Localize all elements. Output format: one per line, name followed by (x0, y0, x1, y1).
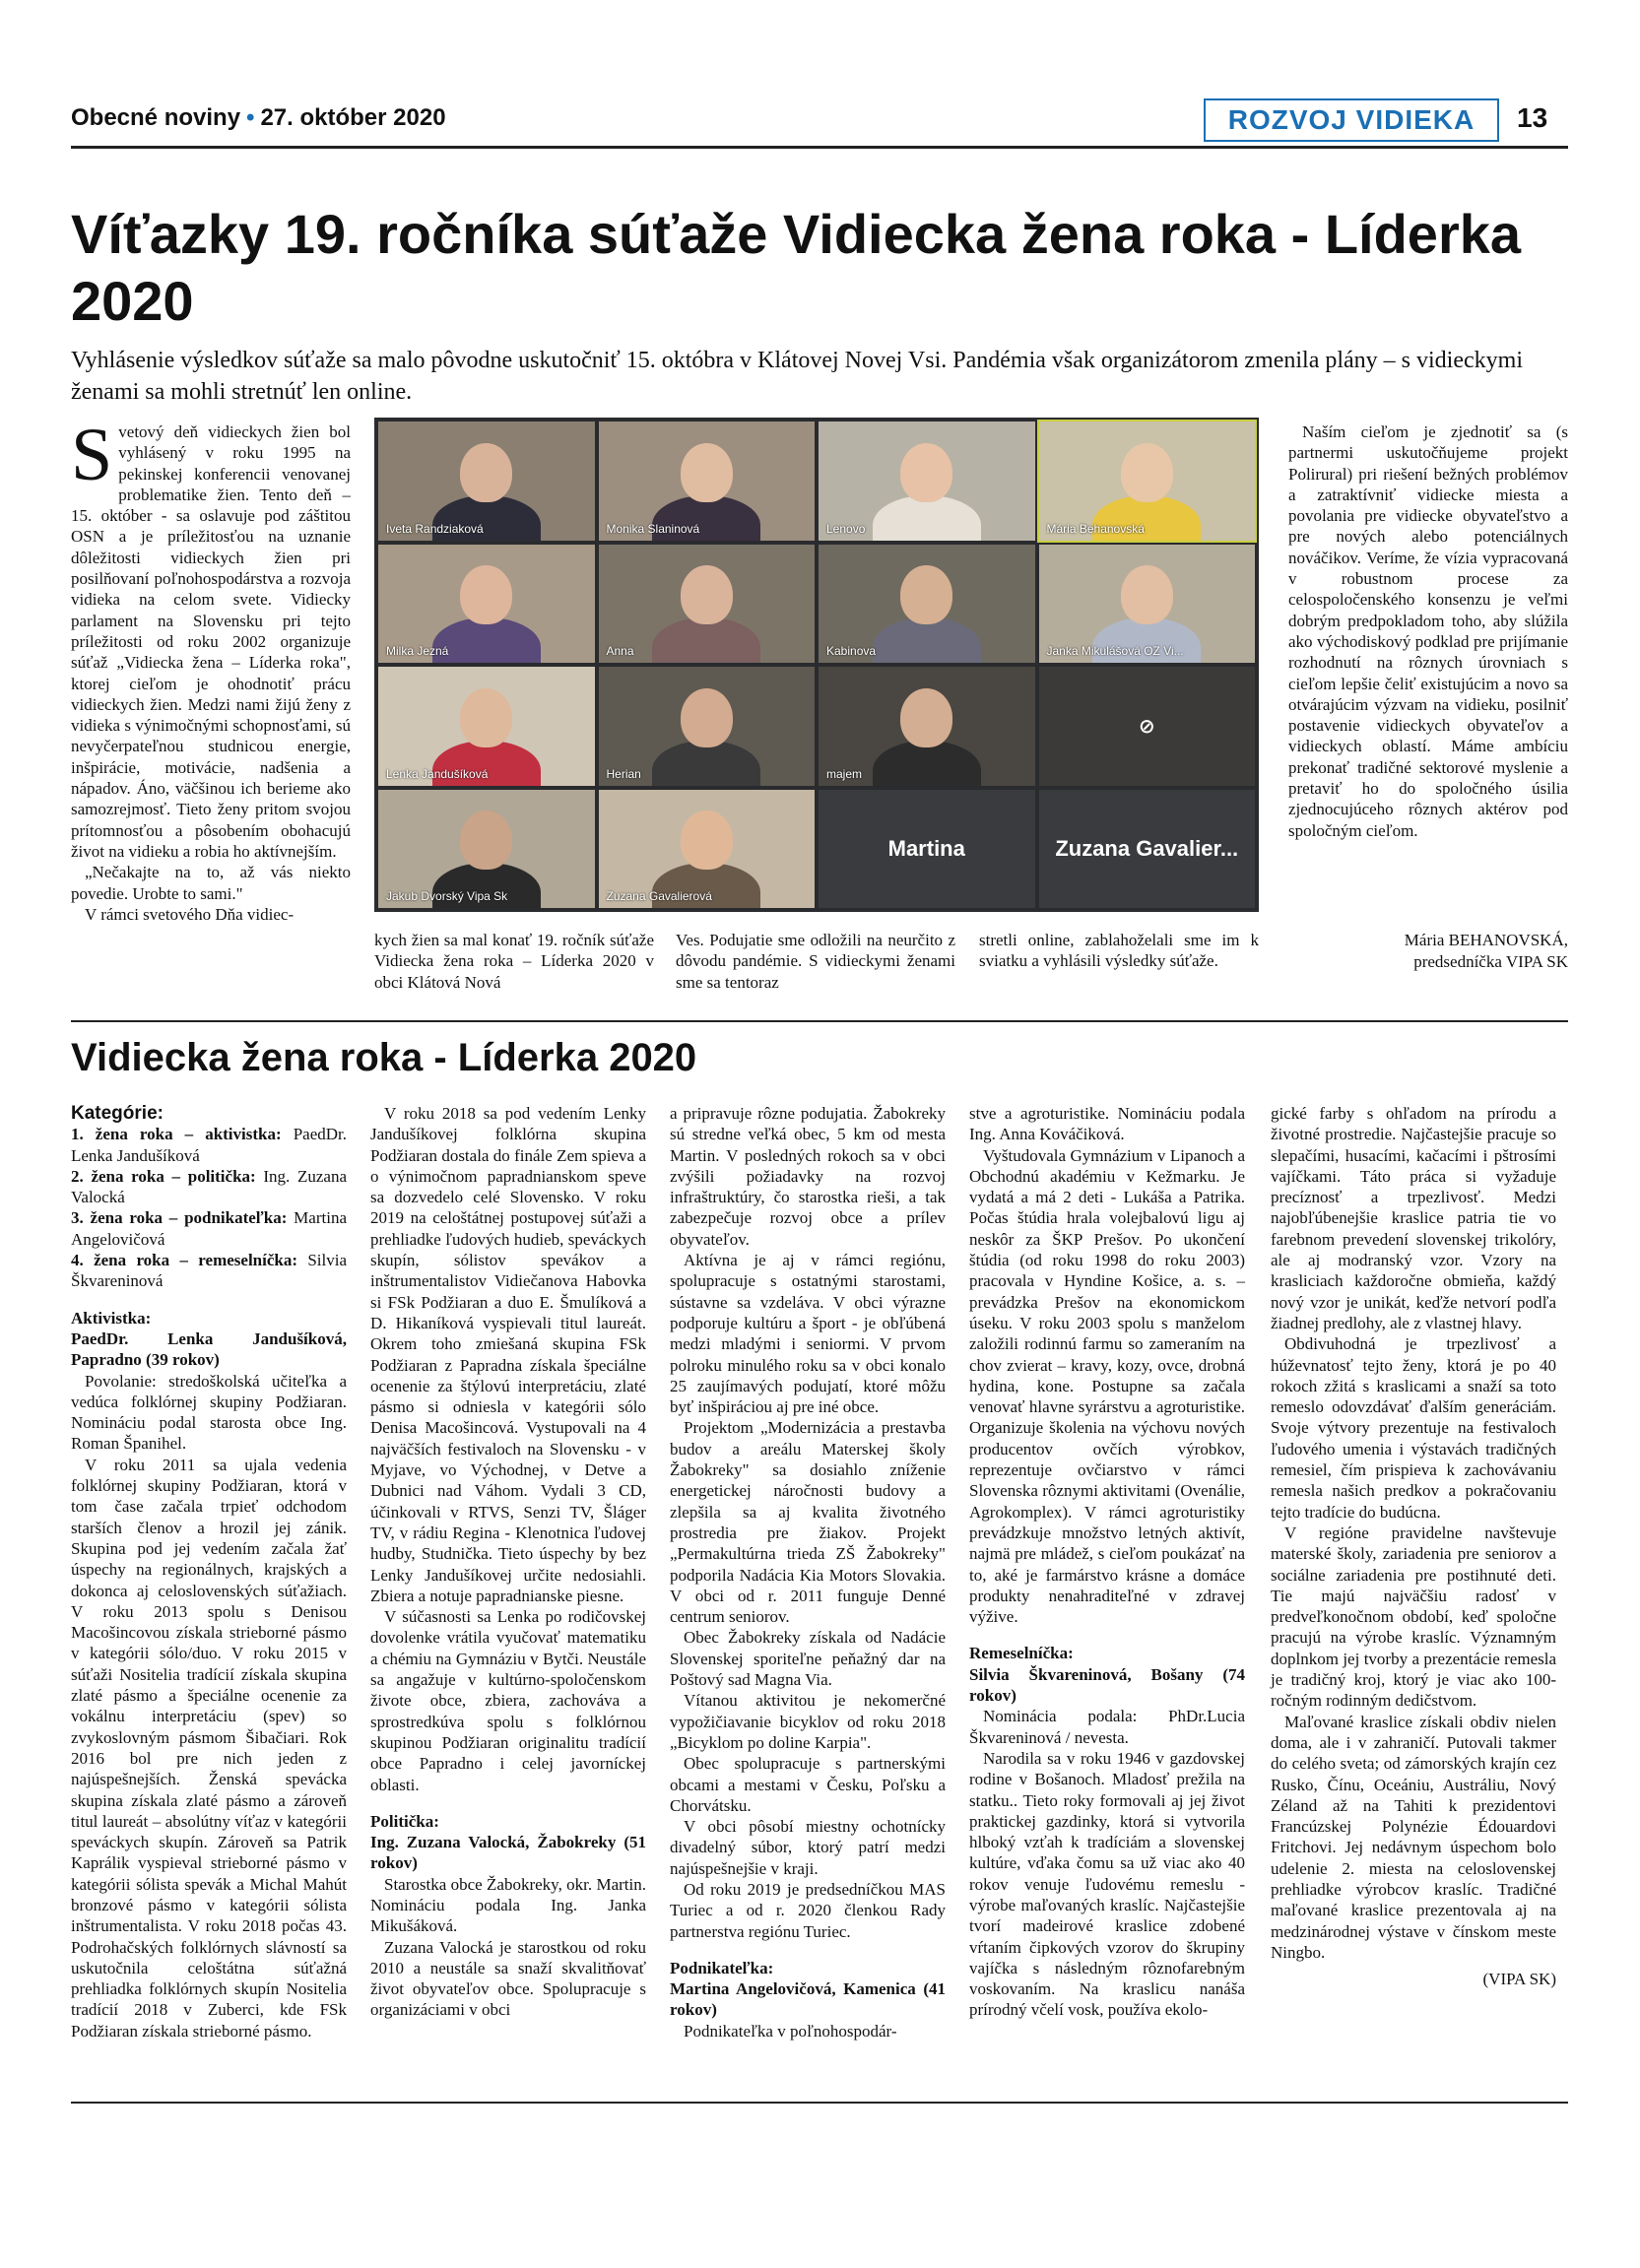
participant-name: Jakub Dvorský Vipa Sk (386, 889, 508, 903)
paragraph: Starostka obce Žabokreky, okr. Martin. Nomináciu podala Ing. Janka Mikušáková. (370, 1874, 646, 1936)
participant-name: Monika Slaninová (606, 521, 700, 536)
winner-name: Martina Angelovičová, Kamenica (41 rokov) (670, 1979, 946, 2020)
second-signature: (VIPA SK) (1482, 1970, 1556, 1989)
video-tile (1039, 545, 1256, 664)
video-tile (378, 790, 595, 909)
winner-name: Silvia Škvareninová, Bošany (74 rokov) (969, 1664, 1245, 1706)
signature-role: predsedníčka VIPA SK (1413, 952, 1568, 971)
participant-name: Iveta Randziaková (386, 521, 484, 536)
subhead: Politička: (370, 1811, 439, 1831)
subhead: Podnikateľka: (670, 1958, 774, 1977)
participant-name: majem (826, 766, 863, 781)
page-number: 13 (1517, 102, 1548, 133)
second-col-5 (1271, 1103, 1556, 1989)
below-photo-col-3: stretli online, zablahoželali sme im k sviatku a vyhlásili výsledky súťaže. (979, 931, 1259, 971)
header-rule (71, 146, 1568, 149)
category-item: 2. žena roka – politička: Ing. Zuzana Valocká (71, 1166, 347, 1207)
article-lead: Vyhlásenie výsledkov súťaže sa malo pôvodne uskutočniť 15. októbra v Klátovej Novej Vsi. Pandémia však organizátorom zmenila plány – s vidieckymi ženami sa mohli stretnúť len online. (71, 348, 1523, 405)
winner-name: PaedDr. Lenka Jandušíková, Papradno (39 rokov) (71, 1328, 347, 1370)
participant-name: Anna (606, 644, 634, 658)
paragraph: Narodila sa v roku 1946 v gazdovskej rodine v Bošanoch. Mladosť prežila na statku.. Tieto roky formovali aj jej život praktickej gazdinky, ktorá si vytvorila hlboký vzťah k tradíciám a slovenskej kultúre, vďaka čomu sa už viac ako 40 rokov venuje ľudovému remeslu - výrobe maľovaných kraslíc. Najčastejšie tvorí madeirové kraslice zdobené vŕtaním čipkových vzorov do škrupiny vajíčka s následným rôznofarebným voskovaním. Na kraslicu nanáša prírodný včelí vosk, používa ekolo- (969, 1748, 1245, 2020)
paragraph: Nominácia podala: PhDr.Lucia Škvareninová / nevesta. (969, 1707, 1245, 1747)
video-tile (819, 790, 1035, 909)
paragraph: Aktívna je aj v rámci regiónu, spolupracuje s ostatnými starostami, sústavne sa vzdeláva. V obci výrazne podporuje kultúru a šport - je obľúbená medzi mladými i seniormi. V prvom polroku minulého roku sa v obci konalo 25 zaujímavých podujatí, ktoré môžu byť inšpiráciou aj pre iné obce. (670, 1251, 946, 1417)
subhead: Remeselníčka: (969, 1644, 1074, 1663)
participant-name: Herian (606, 766, 641, 781)
paragraph: V regióne pravidelne navštevuje materské školy, zariadenia pre seniorov a sociálne zariadenia pre postihnuté deti. Tie majú najväčšiu radosť v predveľkonočnom období, keď spoločne pracujú na výrobe kraslíc. Významným doplnkom jej tvorby a prezentácie remesla je tradičný kroj, ktorý je viac ako 100-ročným rodinným dedičstvom. (1271, 1523, 1556, 1711)
participant-face (900, 688, 952, 747)
participant-name: Kabinova (826, 644, 877, 658)
participant-name: Janka Mikulášová OZ Vi... (1046, 644, 1184, 658)
category-item: 3. žena roka – podnikateľka: Martina Angelovičová (71, 1208, 347, 1249)
second-col-2 (370, 1103, 646, 2021)
video-tile (378, 421, 595, 541)
paragraph: Podnikateľka v poľnohospodár- (684, 2021, 897, 2041)
video-tile (1039, 667, 1256, 786)
participant-name: Zuzana Gavalierová (606, 889, 712, 903)
participant-face (460, 688, 512, 747)
paragraph: Od roku 2019 je predsedníčkou MAS Turiec a od r. 2020 členkou Rady partnerstva regiónu Turiec. (670, 1879, 946, 1941)
article-col-left (71, 414, 351, 925)
participant-name: Lenovo (826, 521, 866, 536)
video-tile (599, 667, 816, 786)
paragraph: a pripravuje rôzne podujatia. Žabokreky sú stredne veľká obec, 5 km od mesta Martin. V posledných rokoch sa v obci zvýšili požiadavky na rozvoj infraštruktúry, čo starostka rieši, a tak zabezpečuje rozvoj obce a prílev obyvateľov. (670, 1104, 946, 1249)
participant-name-large: Martina (887, 835, 965, 861)
paragraph: Obec spolupracuje s partnerskými obcami a mestami v Česku, Poľsku a Chorvátsku. (670, 1754, 946, 1815)
drop-cap: S (71, 414, 113, 496)
video-tile (1039, 421, 1256, 541)
paragraph: V roku 2018 sa pod vedením Lenky Jandušíkovej folklórna skupina Podžiaran dostala do finále Zem spieva a o výnimočnom papradnianskom speve sa dozvedelo celé Slovensko. V roku 2019 na celoštátnej postupovej súťaži a prehliadke ľudových hudieb, speváckych skupín, sólistov spevákov a inštrumentalistov Vidiečanova Habovka si FSk Podžiaran a duo E. Šmulíková a D. Hikaníková vyspievali titul laureát. Okrem toho zmiešaná skupina FSk Podžiaran z Papradna získala špeciálne ocenenie za štýlovú interpretáciu, zlaté pásmo si odniesla v kategórii sólo Denisa Macošincová. Vystupovali na 4 najväčších festivaloch na Slovensku - v Myjave, vo Východnej, v Detve a Dubnici nad Váhom. Vydali 3 CD, účinkovali v RTVS, Senzi TV, Šláger TV, v rádiu Regina - Klenotnica ľudovej hudby, Studnička. Tieto úspechy by bez Lenky Jandušíkovej určite nedosiahli. Zbiera a notuje papradnianske piesne. (370, 1104, 646, 1605)
bottom-rule (71, 2102, 1568, 2104)
participant-face (460, 565, 512, 624)
participant-face (1121, 565, 1173, 624)
paragraph: V roku 2011 sa ujala vedenia folklórnej skupiny Podžiaran, ktorá v tom čase začala trpieť odchodom starších členov a hrozil jej zánik. Skupina pod jej vedením začala žať úspechy na regionálnych, krajských a dokonca aj celoslovenských súťažiach. V roku 2013 spolu s Denisou Macošincovou získala strieborné pásmo v kategórii sólo/duo. V roku 2015 v súťaži Nositelia tradícií získala skupina zlaté pásmo a špeciálne ocenenie za vokálnu interpretáciu (spev) so zvykoslovným pásmom Šibačiari. Rok 2016 bol pre nich jeden z najúspešnejších. Ženská spevácka skupina získala zlaté pásmo a zároveň titul laureát – absolútny víťaz v kategórii speváckych skupín. Zároveň sa Patrik Kaprálik vyspieval strieborné pásmo v kategórii sólista spevák a Michal Mahút bronzové pásmo v kategórii sólista inštrumentalista. V roku 2018 počas 43. Podrohačských folklórnych slávností sa uskutočnila celoštátna súťažná prehliadka folklórnych skupín Nositelia tradícií 2018 v Zuberci, kde FSk Podžiaran získala strieborné pásmo. (71, 1455, 347, 2041)
subhead: Aktivistka: (71, 1308, 152, 1328)
col-left-p1: vetový deň vidieckych žien bol vyhlásený v roku 1995 na pekinskej konferencii venovanej problematike žien. Tento deň – 15. október - sa oslavuje pod záštitou OSN a je príležitosťou na uznanie dôležitosti vidieckych žien pri posilňovaní poľnohospodárstva a rozvoja vidieka na celom svete. Vidiecky parlament na Slovensku pri tejto príležitosti od roku 2002 organizuje súťaž „Vidiecka žena – Líderka roka", ktorej cieľom je ohodnotiť prácu vidieckych žien. Medzi nami žijú ženy z vidieka s výnimočnými schopnosťami, sú nevyčerpateľnou studnicou energie, inšpirácie, motivácie, nadšenia a nápadov. Áno, väčšinou ich berieme ako samozrejmosť. Tieto ženy pritom svojou prítomnosťou a pôsobením obohacujú život na vidieku a robia ho aktívnejším. (71, 422, 351, 861)
participant-face (900, 565, 952, 624)
video-tile (599, 421, 816, 541)
participant-face (681, 565, 733, 624)
video-tile (819, 421, 1035, 541)
paragraph: Obec Žabokreky získala od Nadácie Slovenskej sporiteľne peňažný dar na Poštový sad Magna Via. (670, 1628, 946, 1690)
paragraph: Vítanou aktivitou je nekomerčné vypožičiavanie bicyklov od roku 2018 „Bicyklom po doline Karpia". (670, 1691, 946, 1752)
col-left-quote: „Nečakajte na to, až vás niekto povedie. Urobte to sami." (71, 863, 351, 903)
participant-face (460, 810, 512, 870)
article-title: Víťazky 19. ročníka súťaže Vidiecka žena roka - Líderka 2020 (71, 203, 1522, 332)
video-tile (378, 667, 595, 786)
second-title: Vidiecka žena roka - Líderka 2020 (71, 1036, 697, 1079)
second-col-4 (969, 1103, 1245, 2021)
participant-name: Milka Jezná (386, 644, 449, 658)
winner-name: Ing. Zuzana Valocká, Žabokreky (51 rokov) (370, 1833, 646, 1873)
participant-body (652, 617, 760, 663)
section-separator (71, 1020, 1568, 1022)
newspaper-header (71, 104, 446, 132)
signature-name: Mária BEHANOVSKÁ, (1404, 931, 1568, 949)
below-photo-col-2: Ves. Podujatie sme odložili na neurčito z dôvodu pandémie. S vidieckymi ženami sme sa tentoraz (676, 931, 955, 992)
col-left-p3: V rámci svetového Dňa vidiec- (85, 904, 295, 924)
participant-face (1121, 443, 1173, 502)
paragraph: Maľované kraslice získali obdiv nielen doma, ale i v zahraničí. Putovali takmer do celého sveta; od zámorských krajín cez Rusko, Čínu, Oceániu, Austráliu, Nový Zéland až na Tahiti k prezidentovi Francúzskej Polynézie Édouardovi Fritchovi. Jej nedávnym úspechom bolo udelenie 2. miesta na celoslovenskej prehliadke výrobcov kraslíc. Tradičné maľované kraslice prezentovala aj na medzinárodnej výstave v čínskom meste Ningbo. (1271, 1712, 1556, 1962)
video-tile (1039, 790, 1256, 909)
video-tile (378, 545, 595, 664)
paragraph: Vyštudovala Gymnázium v Lipanoch a Obchodnú akadémiu v Kežmarku. Je vydatá a má 2 deti - Lukáša a Patrika. Počas štúdia hrala volejbalovú ligu aj neskôr za ŠKP Prešov. Po ukončení štúdia (od roku 1998 do roku 2003) pracovala v Hyndine Košice, a. s. – prevádzka Prešov na ekonomickom úseku. V roku 2003 spolu s manželom založili rodinnú farmu so zameraním na chov zvierat – kravy, kozy, ovce, drobná hydina, kone. Postupne sa začala venovať hlavne syrárstvu a agroturistike. Organizuje školenia na výchovu nových producentov ovčích výrobkov, reprezentuje ovčiarstvo v rámci Slovenska rôznymi aktivitami (Ovenálie, Agrokomplex). V rámci agroturistiky prevádzkuje množstvo letných aktivít, najmä pre mládež, s cieľom poukázať na to, aké je farmárstvo krásne a domáce produkty nenahraditeľné v zdravej výžive. (969, 1145, 1245, 1627)
header-dot: • (246, 104, 255, 131)
paragraph: V obci pôsobí miestny ochotnícky divadelný súbor, ktorý patrí medzi najúspešnejšie v kraji. (670, 1817, 946, 1878)
paragraph: V súčasnosti sa Lenka po rodičovskej dovolenke vrátila vyučovať matematiku a chémiu na Gymnáziu v Bytči. Neustále sa angažuje v kultúrno-spoločenskom živote obce, zbiera, zachováva a sprostredkúva spolu s folklórnou skupinou Podžiaran originalitu tradícií obce Papradno i celej javorníckej oblasti. (370, 1607, 646, 1794)
second-col-1 (71, 1103, 347, 2041)
video-tile (819, 545, 1035, 664)
participant-face (900, 443, 952, 502)
paragraph: Zuzana Valocká je starostkou od roku 2010 a neustále sa snaží skvalitňovať život obyvateľov obce. Spolupracuje s organizáciami v obci (370, 1937, 646, 2020)
camera-off-icon: ⊘ (1138, 715, 1155, 738)
video-tile (819, 667, 1035, 786)
second-col-3 (670, 1103, 946, 2041)
issue-date: 27. október 2020 (260, 104, 446, 131)
video-tile (599, 790, 816, 909)
paper-name: Obecné noviny (71, 104, 241, 131)
participant-name: Lenka Jandušíková (386, 766, 489, 781)
participant-face (681, 688, 733, 747)
paragraph: gické farby s ohľadom na prírodu a životné prostredie. Najčastejšie pracuje so slepačími, husacími, kačacími i pštrosími vajíčkami. Táto práca si vyžaduje precíznosť a trpezlivosť. Medzi najobľúbenejšie kraslice patria tie vo farebnom prevedení slovenskej trikolóry, ale aj modranský vzor. Vzory na krasliciach každoročne obmieňa, každý nový vzor je unikát, keďže netvorí podľa žiadnej predlohy, ale z vlastnej hlavy. (1271, 1104, 1556, 1332)
col-right-text: Naším cieľom je zjednotiť sa (s partnermi uskutočňujeme projekt Polirural) pri riešení bežných problémov a zatraktívniť vidiecke miesta a povolania pre vidiecke obyvateľstvo a pre nových alebo potenciálnych nováčikov. Veríme, že vízia vypracovaná v robustnom procese za celospoločenského konsenzu je veľmi dobrým predpokladom toho, aby slúžila ako východiskový podklad pre prijímanie rozhodnutí na rôznych úrovniach s cieľom lepšie čeliť existujúcim a novo sa otvárajúcim výzvam na vidieku, posilniť postavenie vidieckych obyvateľov a vidieckych oblastí. Máme ambíciu prekonať tradičné sektorové myslenie a pretaviť ho do spoločného úsilia zjednocujúceho rôznych aktérov pod spoločným cieľom. (1288, 422, 1568, 840)
article-col-right (1288, 421, 1568, 841)
categories-heading: Kategórie: (71, 1103, 164, 1124)
category-item: 4. žena roka – remeselníčka: Silvia Škvareninová (71, 1251, 348, 1291)
participant-name: Mária Behanovská (1046, 521, 1145, 536)
participant-face (460, 443, 512, 502)
participant-face (681, 443, 733, 502)
paragraph: Povolanie: stredoškolská učiteľka a vedúca folklórnej skupiny Podžiaran. Nomináciu podal starosta obce Ing. Roman Španihel. (71, 1371, 347, 1454)
paragraph: stve a agroturistike. Nomináciu podala Ing. Anna Kováčiková. (969, 1104, 1245, 1144)
section-label: ROZVOJ VIDIEKA (1204, 98, 1499, 142)
participant-name-large: Zuzana Gavalier... (1055, 835, 1239, 861)
paragraph: Projektom „Modernizácia a prestavba budov a areálu Materskej školy Žabokreky" sa dosiahlo zníženie energetickej náročnosti budovy a zlepšila sa aj kvalita životného prostredia pre žiakov. Projekt „Permakultúrna trieda ZŠ Žabokreky" podporila Nadácia Kia Motors Slovakia. V obci od r. 2011 funguje Denné centrum seniorov. (670, 1418, 946, 1627)
category-item: 1. žena roka – aktivistka: PaedDr. Lenka Jandušíková (71, 1125, 348, 1165)
participant-body (873, 617, 981, 663)
video-tile (599, 545, 816, 664)
signature (1288, 930, 1568, 973)
below-photo-col-1: kych žien sa mal konať 19. ročník súťaže Vidiecka žena roka – Líderka 2020 v obci Klátová Nová (374, 931, 654, 992)
paragraph: Obdivuhodná je trpezlivosť a húževnatosť tejto ženy, ktorá je po 40 rokoch zžitá s kraslicami a snaží sa toto remeslo odovzdávať ďalším generáciám. Svoje výtvory prezentuje na festivaloch ľudového umenia i výstavách tradičných remesiel, čím prispieva k zachovávaniu remesla našich predkov a pokračovaniu tejto tradície do budúcna. (1271, 1334, 1556, 1522)
participant-face (681, 810, 733, 870)
zoom-meeting-photo (374, 418, 1259, 912)
